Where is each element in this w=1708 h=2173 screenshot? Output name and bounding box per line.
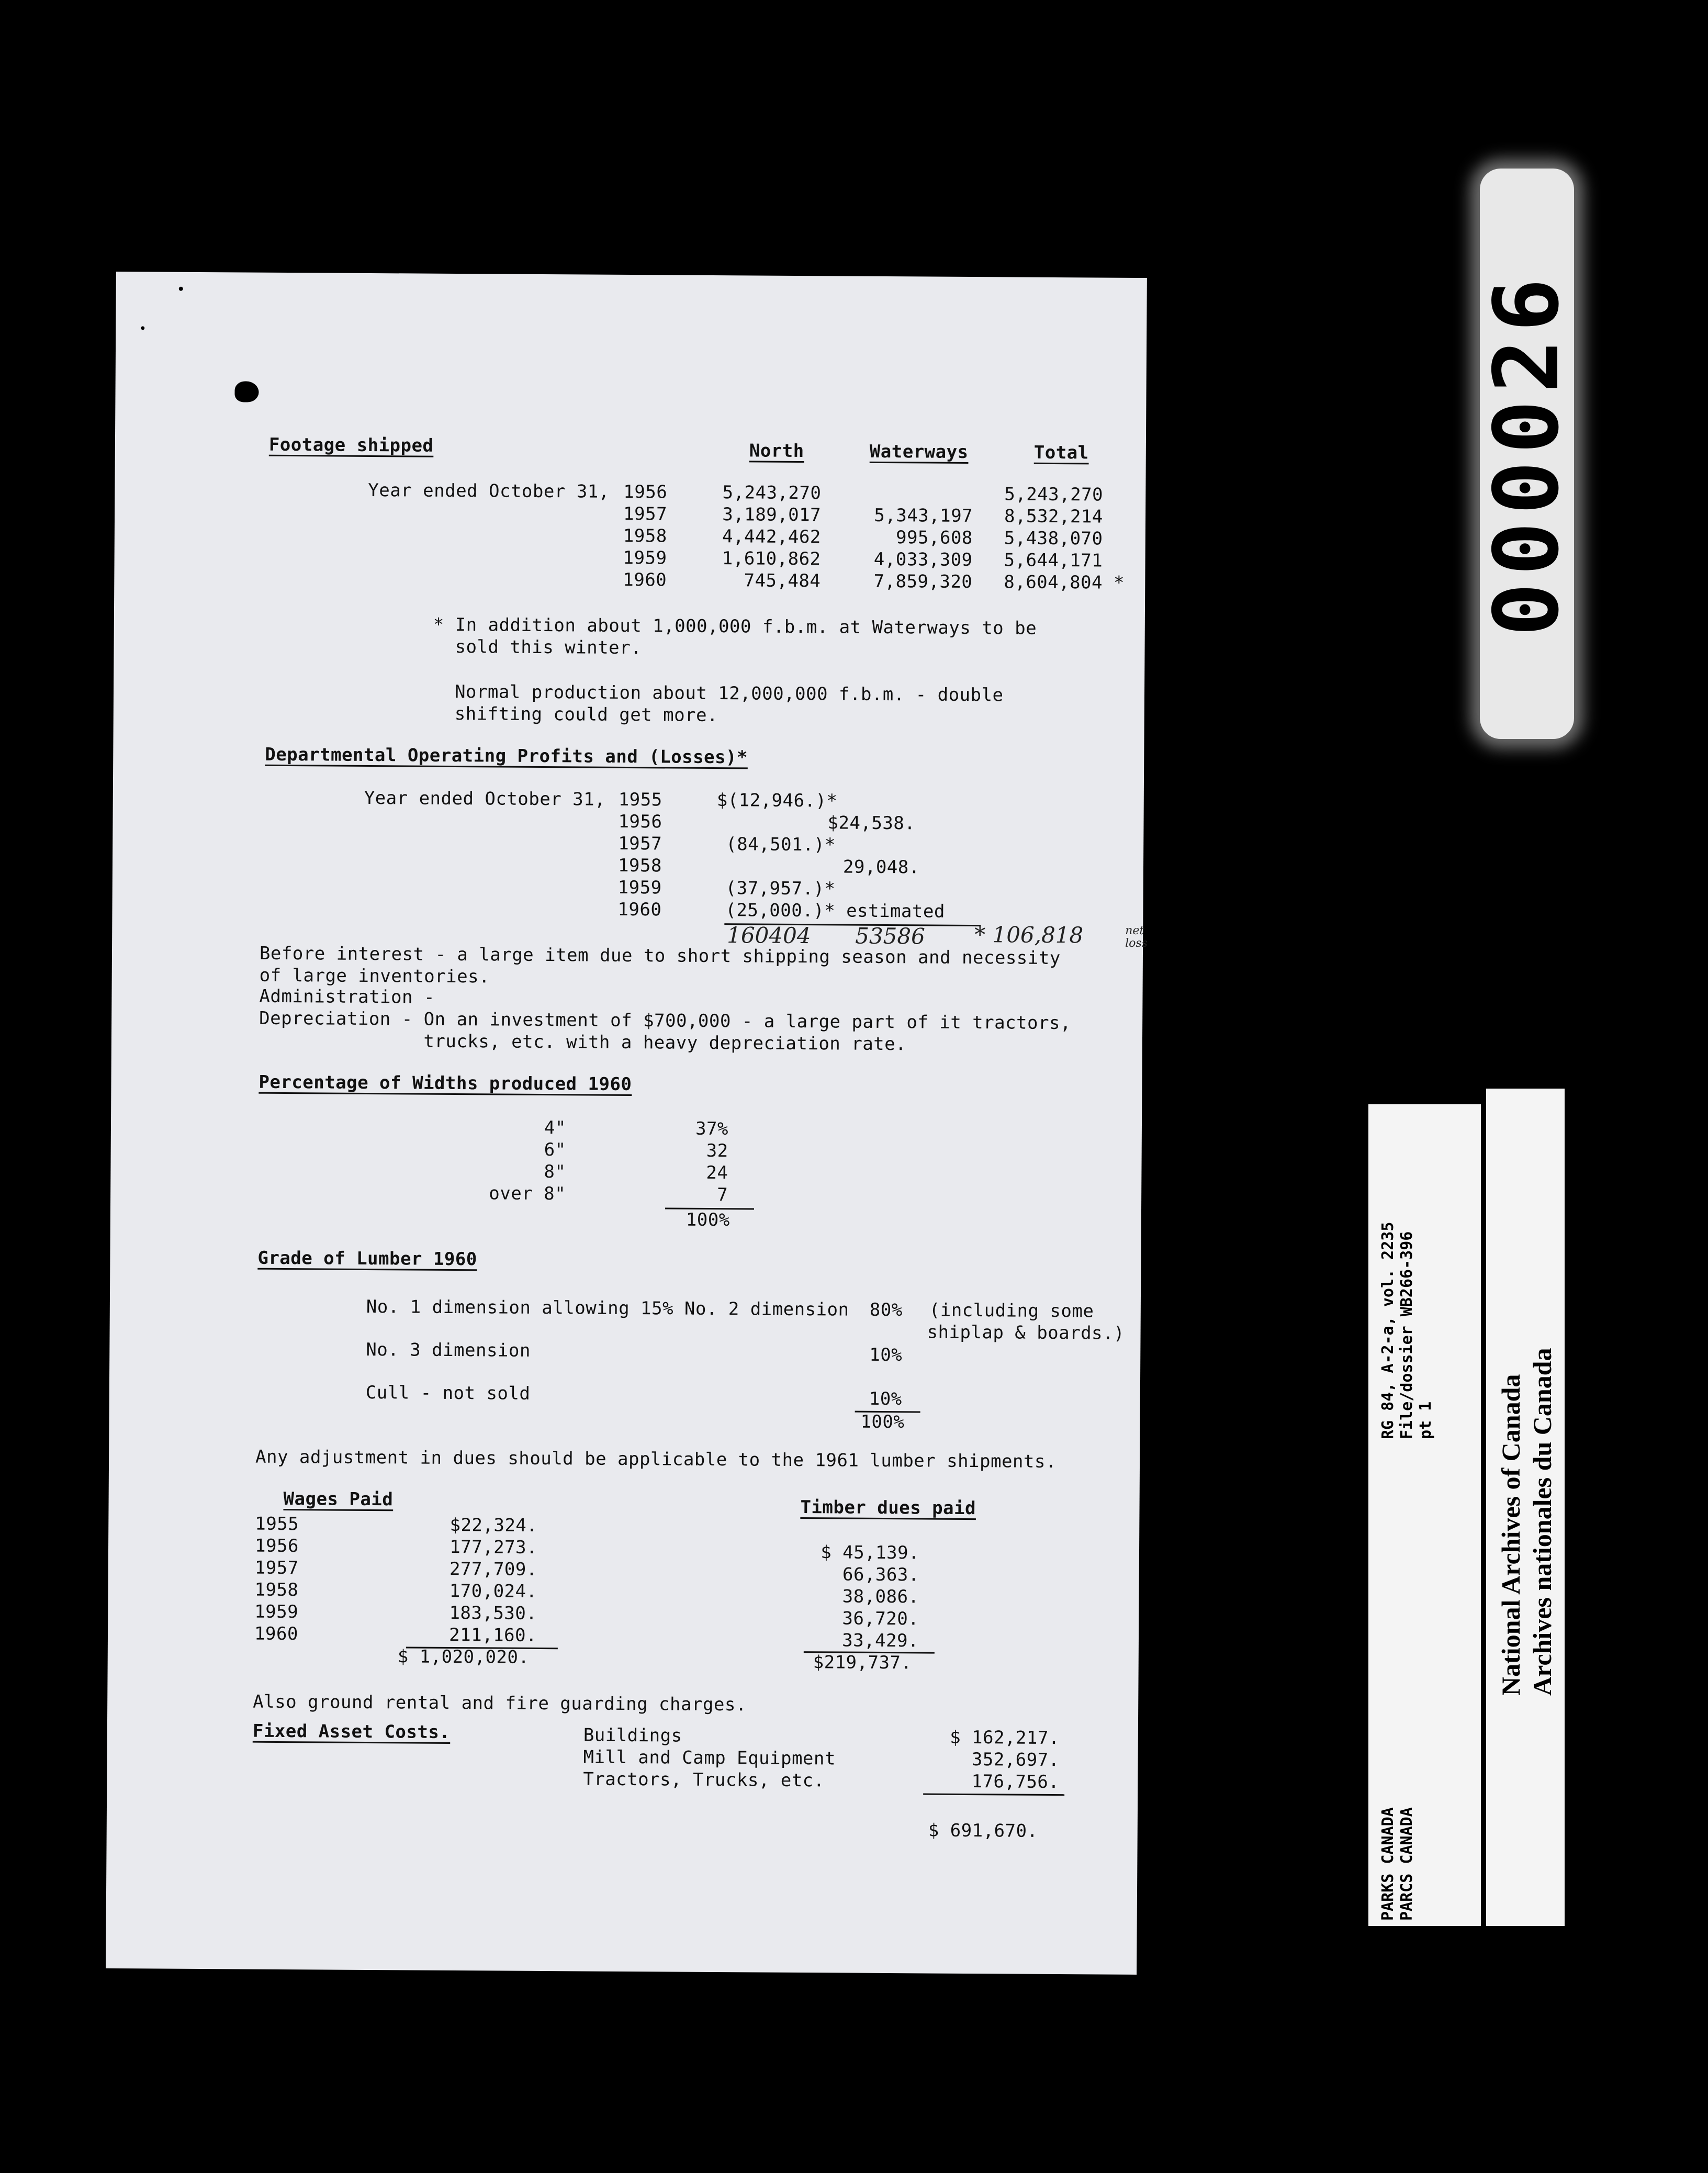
wages-amount: 183,530. (449, 1602, 537, 1624)
col-header-total: Total (1033, 442, 1089, 464)
width-size: over 8" (489, 1183, 566, 1205)
width-pct: 32 (706, 1140, 728, 1162)
dues-total: $219,737. (813, 1652, 912, 1674)
handwritten-net: * 106,818 (974, 922, 1084, 948)
profits-year: 1957 (618, 833, 662, 855)
fixed-amount: 352,697. (971, 1749, 1060, 1771)
footage-year: 1956 (623, 481, 668, 503)
footage-waterways: 7,859,320 (873, 570, 973, 593)
profits-year: 1958 (617, 855, 662, 877)
wages-year: 1956 (254, 1535, 299, 1557)
footage-note: shifting could get more. (454, 703, 718, 726)
grade-label: No. 1 dimension allowing 15% No. 2 dimension (366, 1296, 849, 1320)
footage-waterways: 995,608 (895, 527, 973, 549)
speck (179, 287, 183, 291)
width-size: 4" (544, 1117, 567, 1139)
footage-year: 1959 (623, 547, 667, 569)
page-number-stamp (1475, 169, 1579, 739)
dues-amount: 33,429. (842, 1630, 919, 1652)
grade-total: 100% (860, 1411, 905, 1433)
dues-title: Timber dues paid (800, 1497, 976, 1519)
dues-amount: $ 45,139. (821, 1542, 920, 1564)
col-header-waterways: Waterways (869, 441, 969, 463)
profits-note: Before interest - a large item due to short shipping season and necessity (259, 943, 1061, 969)
grade-note: (including some (929, 1300, 1094, 1322)
wages-year: 1955 (255, 1513, 299, 1535)
fixed-amount: 176,756. (971, 1771, 1060, 1793)
grade-pct: 10% (869, 1388, 902, 1410)
profits-note: Depreciation - On an investment of $700,000 - a large part of it tractors, (259, 1007, 1072, 1034)
national-archives-label (1486, 1089, 1565, 1926)
footage-total: 5,438,070 (1004, 528, 1103, 550)
footage-total: 8,532,214 (1004, 506, 1103, 528)
wages-amount: 170,024. (449, 1580, 537, 1602)
agency-line: PARKS CANADA (1379, 1807, 1397, 1921)
footage-year: 1958 (623, 525, 667, 547)
profits-year: 1960 (617, 899, 662, 921)
footage-north: 3,189,017 (722, 504, 822, 526)
wages-amount: 277,709. (449, 1558, 537, 1580)
ref-line: RG 84, A-2-a, vol. 2235 (1379, 1222, 1397, 1439)
fixed-amount: $ 162,217. (950, 1727, 1060, 1749)
wages-title: Wages Paid (283, 1488, 394, 1510)
profits-year: 1959 (617, 877, 662, 899)
grade-pct: 80% (869, 1299, 903, 1321)
profits-loss: $(12,946.)* (716, 790, 838, 812)
widths-total: 100% (686, 1209, 730, 1231)
width-pct: 37% (695, 1118, 729, 1140)
ref-line: File/dossier WB266-396 (1398, 1231, 1416, 1439)
col-header-north: North (749, 440, 804, 462)
footage-note: sold this winter. (455, 636, 642, 659)
footage-waterways: 4,033,309 (873, 548, 973, 571)
profits-loss: (25,000.)* estimated (725, 900, 946, 922)
dues-amount: 66,363. (842, 1564, 919, 1586)
handwritten-note: net loss (1125, 924, 1148, 950)
wages-amount: 211,160. (449, 1624, 537, 1646)
footage-north: 1,610,862 (722, 548, 821, 570)
profits-note: of large inventories. (259, 965, 490, 988)
grade-label: No. 3 dimension (366, 1339, 531, 1361)
footage-north: 745,484 (744, 570, 821, 592)
agency-line: PARCS CANADA (1398, 1807, 1416, 1921)
width-size: 6" (544, 1139, 566, 1161)
footage-note: * In addition about 1,000,000 f.b.m. at Waterways to be (433, 614, 1037, 639)
footage-year: 1957 (623, 503, 668, 525)
fixed-label: Buildings (583, 1724, 682, 1746)
handwritten-profit-total: 53586 (855, 923, 925, 949)
dues-amount: 36,720. (842, 1608, 919, 1630)
wages-year: 1959 (254, 1601, 299, 1623)
ground-rental-note: Also ground rental and fire guarding charges. (253, 1691, 747, 1716)
archives-name-en: National Archives of Canada (1496, 1374, 1525, 1696)
speck (141, 326, 144, 330)
fixed-label: Tractors, Trucks, etc. (583, 1768, 825, 1791)
footage-total: 8,604,804 * (1004, 572, 1125, 593)
fixed-total-rule (923, 1793, 1064, 1796)
profits-year-label: Year ended October 31, (364, 787, 606, 810)
profits-note: trucks, etc. with a heavy depreciation rate. (259, 1029, 907, 1055)
profits-loss: (37,957.)* (725, 878, 836, 900)
stamp-digits: 000026 (1475, 271, 1579, 637)
wages-year: 1960 (254, 1623, 299, 1645)
grade-title: Grade of Lumber 1960 (257, 1247, 477, 1270)
grade-label: Cull - not sold (365, 1382, 531, 1404)
wages-amount: $22,324. (450, 1514, 538, 1536)
width-size: 8" (544, 1161, 566, 1183)
wages-amount: 177,273. (450, 1536, 538, 1558)
profits-profit: 29,048. (842, 856, 920, 878)
profits-year: 1956 (618, 811, 662, 833)
archives-name-fr: Archives nationales du Canada (1527, 1348, 1557, 1696)
grade-pct: 10% (869, 1344, 903, 1366)
footage-total: 5,243,270 (1004, 484, 1104, 506)
widths-title: Percentage of Widths produced 1960 (259, 1071, 632, 1095)
dues-amount: 38,086. (842, 1586, 919, 1608)
footage-total: 5,644,171 (1004, 550, 1103, 572)
profits-note: Administration - (259, 985, 435, 1008)
width-pct: 24 (706, 1162, 728, 1184)
footage-note: Normal production about 12,000,000 f.b.m. - double (454, 681, 1004, 706)
width-pct: 7 (717, 1184, 728, 1206)
fixed-label: Mill and Camp Equipment (583, 1746, 836, 1769)
archive-reference-label (1368, 1104, 1481, 1926)
ink-blot (234, 381, 259, 402)
footage-north: 5,243,270 (722, 482, 822, 504)
grade-note: shiplap & boards.) (927, 1321, 1125, 1344)
footage-year: 1960 (623, 569, 667, 591)
document-page (106, 272, 1147, 1975)
handwritten-loss-total: 160404 (727, 922, 811, 949)
wages-year: 1958 (254, 1579, 299, 1601)
wages-total: $ 1,020,020. (397, 1646, 530, 1668)
profits-profit: $24,538. (827, 812, 916, 834)
fixed-title: Fixed Asset Costs. (252, 1720, 451, 1743)
wages-year: 1957 (254, 1557, 299, 1579)
adjustment-note: Any adjustment in dues should be applicable to the 1961 lumber shipments. (255, 1446, 1057, 1473)
footage-north: 4,442,462 (722, 526, 821, 548)
footage-waterways: 5,343,197 (874, 505, 973, 527)
profits-year: 1955 (618, 789, 662, 811)
footage-year-label: Year ended October 31, (368, 479, 610, 502)
profits-loss: (84,501.)* (726, 834, 836, 856)
footage-title: Footage shipped (268, 434, 434, 456)
fixed-total: $ 691,670. (928, 1820, 1038, 1842)
ref-line: pt 1 (1417, 1401, 1435, 1439)
profits-title: Departmental Operating Profits and (Losses)* (265, 744, 748, 768)
